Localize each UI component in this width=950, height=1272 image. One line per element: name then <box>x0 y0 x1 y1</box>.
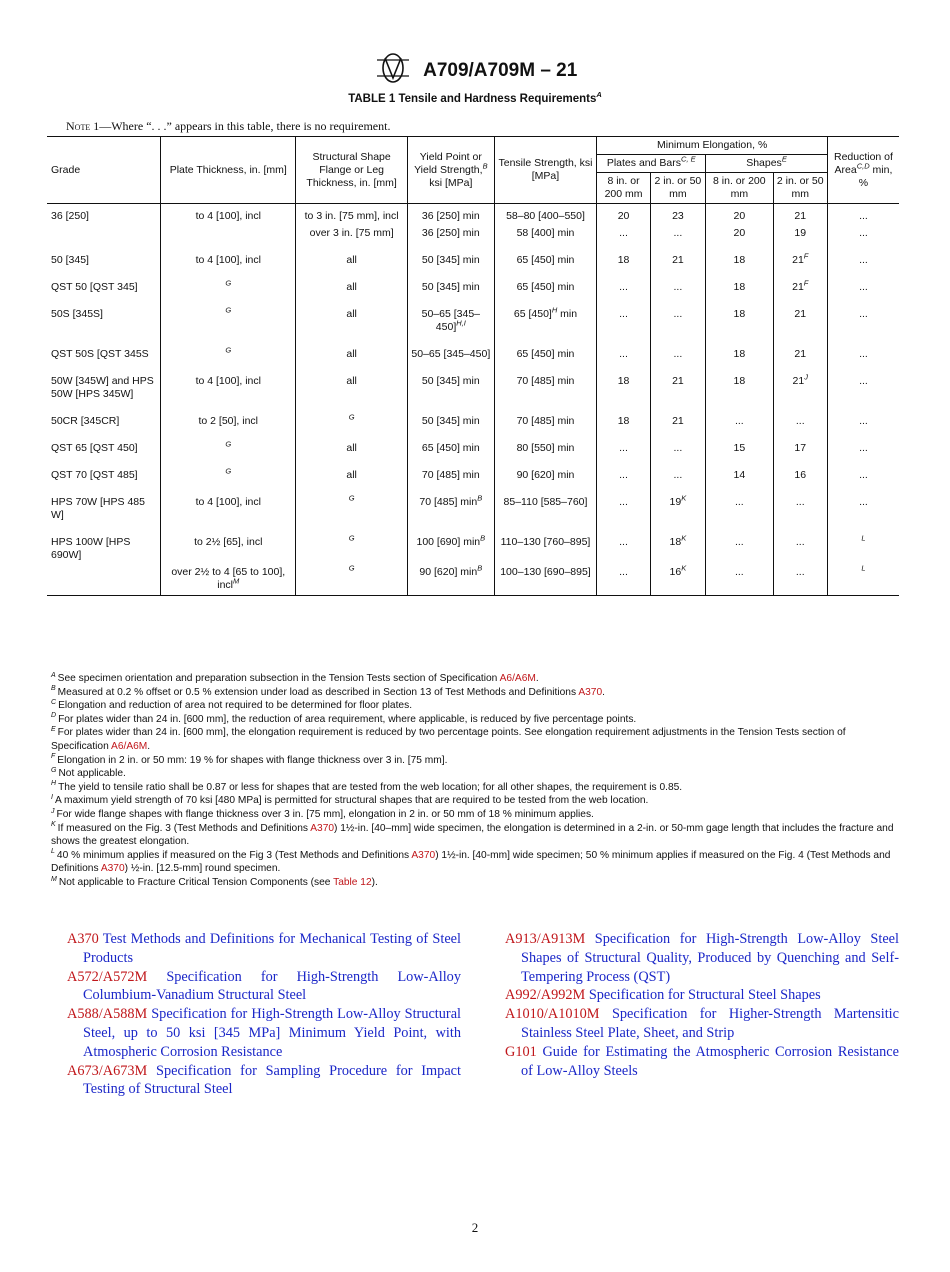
shapes-2in-cell: ... <box>773 401 827 428</box>
table-row <box>47 223 899 240</box>
shape-flange-cell: all <box>296 361 408 401</box>
shapes-8in-cell: 15 <box>706 428 773 455</box>
table-row <box>47 294 899 334</box>
grade-cell <box>47 223 161 240</box>
grade-cell: QST 65 [QST 450] <box>51 442 138 454</box>
table-row <box>47 522 899 562</box>
plate-thickness-cell <box>161 223 296 240</box>
tensile-strength-cell: 110–130 [760–895] <box>494 522 597 562</box>
grade-cell: QST 50 [QST 345] <box>51 281 138 293</box>
reduction-area-cell: ... <box>827 482 899 522</box>
plate-thickness-cell: to 2½ [65], incl <box>161 522 296 562</box>
pb-8in-header: 8 in. or 200 mm <box>597 173 650 204</box>
pb-2in-cell: $18^K$ <box>650 522 705 562</box>
shapes-8in-cell: 18 <box>706 294 773 334</box>
yield-strength-cell: 65 [450] min <box>408 428 495 455</box>
pb-2in-header: 2 in. or 50 mm <box>650 173 705 204</box>
footnote: $^A$ See specimen orientation and preparation subsection in the Tension Tests section of Specification A6/A6M. <box>51 671 539 684</box>
reference-item <box>67 1062 461 1100</box>
yield-strength-cell: 50–65 $[345-450]^{H,I}$ <box>408 294 495 334</box>
tensile-strength-cell: 70 [485] min <box>494 361 597 401</box>
reference-title-link[interactable]: Specification for Structural Steel Shapes <box>588 987 821 1004</box>
shapes-2in-cell: ... <box>773 482 827 522</box>
col-reduction-header: Reduction of Area$^{C,D}$ min, % <box>827 137 899 204</box>
reference-title-link[interactable]: Test Methods and Definitions for Mechanical Testing of Steel Products <box>83 931 461 966</box>
plate-thickness-cell: G <box>161 267 296 294</box>
shape-flange-cell: G <box>296 522 408 562</box>
tensile-strength-cell: 58–80 [400–550] <box>494 204 597 224</box>
shape-flange-cell: all <box>296 240 408 267</box>
references-left-column <box>67 930 461 1099</box>
plate-thickness-cell: to 2 [50], incl <box>161 401 296 428</box>
pb-2in-cell: 21 <box>650 361 705 401</box>
reference-item <box>67 968 461 1006</box>
shapes-8in-cell: ... <box>706 562 773 596</box>
pb-2in-cell: ... <box>650 334 705 361</box>
shapes-8in-header: 8 in. or 200 mm <box>706 173 773 204</box>
yield-strength-cell: 36 [250] min <box>408 223 495 240</box>
yield-strength-cell: 90 [620] $\min^B$ <box>408 562 495 596</box>
shapes-8in-cell: 18 <box>706 240 773 267</box>
reference-title-link[interactable]: Specification for High-Strength Low-Alloy Structural Steel, up to 50 ksi [345 MPa] Minimum Yield Point, with Atmospheric Corrosion Resistance <box>83 1006 462 1060</box>
footnote: $^H$ The yield to tensile ratio shall be 0.87 or less for shapes that are tested from the web location; for all other shapes, the requirement is 0.85. <box>51 780 683 793</box>
plate-thickness-cell: to 4 [100], incl <box>161 204 296 224</box>
plate-thickness-cell: G <box>161 455 296 482</box>
reference-code-link[interactable]: A370 <box>67 931 99 947</box>
table-row <box>47 562 899 596</box>
page-number: 2 <box>471 1220 479 1235</box>
footnote: $^D$ For plates wider than 24 in. [600 mm], the reduction of area requirement, where applicable, is reduced by five percentage points. <box>51 712 637 725</box>
references-right-column <box>505 930 899 1080</box>
reference-item <box>505 1005 899 1043</box>
pb-8in-cell: 18 <box>597 401 650 428</box>
yield-strength-cell: 36 [250] min <box>408 204 495 224</box>
tensile-strength-cell: 85–110 [585–760] <box>494 482 597 522</box>
reference-code-link[interactable]: A572/A572M <box>67 968 148 985</box>
col-tensile-header: Tensile Strength, ksi [MPa] <box>494 137 597 204</box>
pb-2in-cell: ... <box>650 428 705 455</box>
shapes-2in-cell: 19 <box>773 223 827 240</box>
shapes-header: Shapes$^E$ <box>706 155 828 173</box>
plate-thickness-cell: to 4 [100], incl <box>161 482 296 522</box>
shapes-2in-cell: ... <box>773 562 827 596</box>
shapes-2in-cell: 17 <box>773 428 827 455</box>
shapes-2in-cell: ... <box>773 522 827 562</box>
footnote: $^B$ Measured at 0.2 % offset or 0.5 % extension under load as described in Section 13 of Test Methods and Definitions A370. <box>51 685 605 698</box>
reference-title-link[interactable]: Specification for High-Strength Low-Alloy Steel Shapes of Structural Quality, Produced by Quenching and Self-Tempering Process (QST) <box>521 931 899 985</box>
page-header <box>0 52 950 89</box>
reference-title-link[interactable]: Guide for Estimating the Atmospheric Corrosion Resistance of Low-Alloy Steels <box>521 1043 899 1079</box>
shapes-8in-cell: ... <box>706 401 773 428</box>
reduction-area-cell: L <box>827 562 899 596</box>
yield-strength-cell: 50 [345] min <box>408 240 495 267</box>
reference-code-link[interactable]: A673/A673M <box>67 1062 148 1079</box>
reference-title-link[interactable]: Specification for Sampling Procedure for Impact Testing of Structural Steel <box>83 1062 461 1098</box>
reduction-area-cell: ... <box>827 428 899 455</box>
shapes-8in-cell: 18 <box>706 267 773 294</box>
reduction-area-cell: ... <box>827 401 899 428</box>
astm-logo <box>373 52 413 89</box>
grade-cell <box>47 562 161 596</box>
tensile-strength-cell: 65 [450] min <box>494 267 597 294</box>
plate-thickness-cell: to 4 [100], incl <box>161 240 296 267</box>
col-plate-thickness-header: Plate Thickness, in. [mm] <box>161 137 296 204</box>
reference-code-link[interactable]: A992/A992M <box>505 987 586 1004</box>
reference-item <box>505 1043 899 1081</box>
pb-2in-cell: 21 <box>650 240 705 267</box>
pb-2in-cell: $16^K$ <box>650 562 705 596</box>
shapes-2in-cell: $21^F$ <box>773 240 827 267</box>
reference-code-link[interactable]: A913/A913M <box>505 931 586 947</box>
pb-8in-cell: ... <box>597 482 650 522</box>
footnote: $^K$ If measured on the Fig. 3 (Test Methods and Definitions A370) 1½-in. [40–mm] wide specimen, the elongation is determined in a 2-in. or 50-mm gage length that includes the fracture and shows the greatest elongation. <box>51 821 894 848</box>
shape-flange-cell: all <box>296 294 408 334</box>
grade-cell: 36 [250] <box>51 210 89 222</box>
reduction-area-cell: ... <box>827 223 899 240</box>
table-row <box>47 240 899 267</box>
pb-2in-cell: 21 <box>650 401 705 428</box>
table-row <box>47 482 899 522</box>
table-row <box>47 204 899 224</box>
yield-strength-cell: 70 [485] min <box>408 455 495 482</box>
shape-flange-cell: all <box>296 455 408 482</box>
shape-flange-cell: all <box>296 334 408 361</box>
requirements-table <box>47 136 899 596</box>
col-min-elongation-header: Minimum Elongation, % <box>597 137 828 155</box>
grade-cell: 50CR [345CR] <box>51 415 120 427</box>
shapes-8in-cell: 18 <box>706 334 773 361</box>
col-yield-header: Yield Point or Yield Strength,$^B$ ksi [MPa] <box>408 137 495 204</box>
shape-flange-cell: over 3 in. [75 mm] <box>296 223 408 240</box>
shapes-2in-cell: 21 <box>773 294 827 334</box>
footnote-link[interactable]: A370 <box>411 849 436 861</box>
plate-thickness-cell: over 2½ to 4 [65 to 100], incl$^M$ <box>161 562 296 596</box>
shapes-2in-cell: 16 <box>773 455 827 482</box>
table-title: TABLE 1 Tensile and Hardness Requirements$^A$ <box>348 90 602 105</box>
footnote-link[interactable]: A370 <box>578 686 603 698</box>
table-note: Note 1—Where “. . .” appears in this table, there is no requirement. <box>66 119 391 133</box>
footnote: $^G$ Not applicable. <box>51 766 126 780</box>
pb-8in-cell: 18 <box>597 240 650 267</box>
shapes-2in-cell: $21^J$ <box>773 361 827 401</box>
pb-2in-cell: ... <box>650 223 705 240</box>
shapes-8in-cell: ... <box>706 522 773 562</box>
pb-2in-cell: ... <box>650 294 705 334</box>
reference-title-link[interactable]: Specification for High-Strength Low-Alloy Columbium-Vanadium Structural Steel <box>83 968 461 1004</box>
reference-code-link[interactable]: A1010/A1010M <box>505 1006 600 1023</box>
reduction-area-cell: ... <box>827 334 899 361</box>
tensile-strength-cell: 80 [550] min <box>494 428 597 455</box>
footnote: $^E$ For plates wider than 24 in. [600 mm], the elongation requirement is reduced by two percentage points. See elongation requirement adjustments in the Tension Tests section of Specification A6/A6M. <box>51 725 846 752</box>
tensile-strength-cell: 65 [450] min <box>494 334 597 361</box>
footnote: $^M$ Not applicable to Fracture Critical Tension Components (see Table 12). <box>51 875 378 888</box>
yield-strength-cell: 50–65 [345–450] <box>408 334 495 361</box>
footnote-link[interactable]: A6/A6M <box>499 673 536 684</box>
reduction-area-cell: ... <box>827 294 899 334</box>
tensile-strength-cell: 100–130 [690–895] <box>494 562 597 596</box>
pb-8in-cell: 20 <box>597 204 650 224</box>
shape-flange-cell: G <box>296 562 408 596</box>
footnote: $^F$ Elongation in 2 in. or 50 mm: 19 % for shapes with flange thickness over 3 in. [75 mm]. <box>51 753 448 766</box>
yield-strength-cell: 50 [345] min <box>408 267 495 294</box>
table-row <box>47 455 899 482</box>
footnote: $^L$ 40 % minimum applies if measured on the Fig 3 (Test Methods and Definitions A370) 1½-in. [40-mm] wide specimen; 50 % minimum applies if measured on the Fig. 4 (Test Methods and Definitions A370) ½-in. [12.5-mm] round specimen. <box>51 848 891 875</box>
pb-8in-cell: ... <box>597 223 650 240</box>
tensile-strength-cell: 70 [485] min <box>494 401 597 428</box>
table-row <box>47 267 899 294</box>
plate-thickness-cell: G <box>161 428 296 455</box>
shapes-8in-cell: 20 <box>706 223 773 240</box>
yield-strength-cell: 50 [345] min <box>408 401 495 428</box>
grade-cell: HPS 100W [HPS 690W] <box>51 536 131 561</box>
plate-thickness-cell: to 4 [100], incl <box>161 361 296 401</box>
col-grade-header: Grade <box>47 137 161 204</box>
table-row <box>47 428 899 455</box>
reduction-area-cell: ... <box>827 455 899 482</box>
reference-title-link[interactable]: Specification for Higher-Strength Martensitic Stainless Steel Plate, Sheet, and Strip <box>521 1006 899 1041</box>
shapes-2in-cell: 21 <box>773 334 827 361</box>
yield-strength-cell: 100 [690] $\min^B$ <box>408 522 495 562</box>
shape-flange-cell: G <box>296 401 408 428</box>
reduction-area-cell: ... <box>827 267 899 294</box>
tensile-strength-cell: 90 [620] min <box>494 455 597 482</box>
reference-item <box>67 1005 461 1061</box>
pb-8in-cell: ... <box>597 522 650 562</box>
shapes-8in-cell: ... <box>706 482 773 522</box>
shapes-2in-header: 2 in. or 50 mm <box>773 173 827 204</box>
pb-8in-cell: 18 <box>597 361 650 401</box>
tensile-strength-cell: 65 $[450]^H$ min <box>494 294 597 334</box>
pb-8in-cell: ... <box>597 334 650 361</box>
footnote-link[interactable]: A6/A6M <box>111 740 148 752</box>
footnote: $^J$ For wide flange shapes with flange thickness over 3 in. [75 mm], elongation in 2 in. or 50 mm of 18 % minimum applies. <box>51 807 594 820</box>
footnote-link[interactable]: Table 12 <box>333 876 372 888</box>
plates-bars-header: Plates and Bars$^{C, E}$ <box>597 155 706 173</box>
yield-strength-cell: 50 [345] min <box>408 361 495 401</box>
plate-thickness-cell: G <box>161 334 296 361</box>
pb-2in-cell: ... <box>650 267 705 294</box>
footnote-link[interactable]: A370 <box>100 863 125 875</box>
grade-cell: 50W [345W] and HPS 50W [HPS 345W] <box>51 375 154 400</box>
footnote-link[interactable]: A370 <box>310 822 335 834</box>
reference-code-link[interactable]: G101 <box>505 1043 537 1060</box>
pb-2in-cell: $19^K$ <box>650 482 705 522</box>
footnote: $^I$ A maximum yield strength of 70 ksi [480 MPa] is permitted for structural shapes that are required to be tested from the web location. <box>51 793 649 807</box>
reduction-area-cell: ... <box>827 240 899 267</box>
grade-cell: 50S [345S] <box>51 308 103 320</box>
pb-2in-cell: 23 <box>650 204 705 224</box>
shapes-2in-cell: 21 <box>773 204 827 224</box>
grade-cell: QST 50S [QST 345S <box>51 348 149 360</box>
reduction-area-cell: L <box>827 522 899 562</box>
pb-8in-cell: ... <box>597 455 650 482</box>
pb-8in-cell: ... <box>597 428 650 455</box>
reference-code-link[interactable]: A588/A588M <box>67 1006 148 1023</box>
tensile-strength-cell: 58 [400] min <box>494 223 597 240</box>
pb-8in-cell: ... <box>597 562 650 596</box>
reference-item <box>67 930 461 968</box>
grade-cell: QST 70 [QST 485] <box>51 469 138 481</box>
tensile-strength-cell: 65 [450] min <box>494 240 597 267</box>
shapes-2in-cell: $21^F$ <box>773 267 827 294</box>
shape-flange-cell: all <box>296 428 408 455</box>
shape-flange-cell: all <box>296 267 408 294</box>
grade-cell: 50 [345] <box>51 254 89 266</box>
col-shape-flange-header: Structural Shape Flange or Leg Thickness, in. [mm] <box>296 137 408 204</box>
shapes-8in-cell: 20 <box>706 204 773 224</box>
pb-8in-cell: ... <box>597 294 650 334</box>
pb-2in-cell: ... <box>650 455 705 482</box>
table-footnotes <box>51 672 903 890</box>
reference-item <box>505 930 899 986</box>
shape-flange-cell: to 3 in. [75 mm], incl <box>296 204 408 224</box>
shape-flange-cell: G <box>296 482 408 522</box>
shapes-8in-cell: 18 <box>706 361 773 401</box>
grade-cell: HPS 70W [HPS 485 W] <box>51 496 145 521</box>
table-row <box>47 401 899 428</box>
yield-strength-cell: 70 [485] $\min^B$ <box>408 482 495 522</box>
reference-item <box>505 986 899 1005</box>
table-row <box>47 334 899 361</box>
footnote: $^C$ Elongation and reduction of area not required to be determined for floor plates. <box>51 698 413 712</box>
pb-8in-cell: ... <box>597 267 650 294</box>
table-row <box>47 361 899 401</box>
reduction-area-cell: ... <box>827 204 899 224</box>
shapes-8in-cell: 14 <box>706 455 773 482</box>
plate-thickness-cell: G <box>161 294 296 334</box>
document-title: A709/A709M – 21 <box>423 59 578 81</box>
reduction-area-cell: ... <box>827 361 899 401</box>
